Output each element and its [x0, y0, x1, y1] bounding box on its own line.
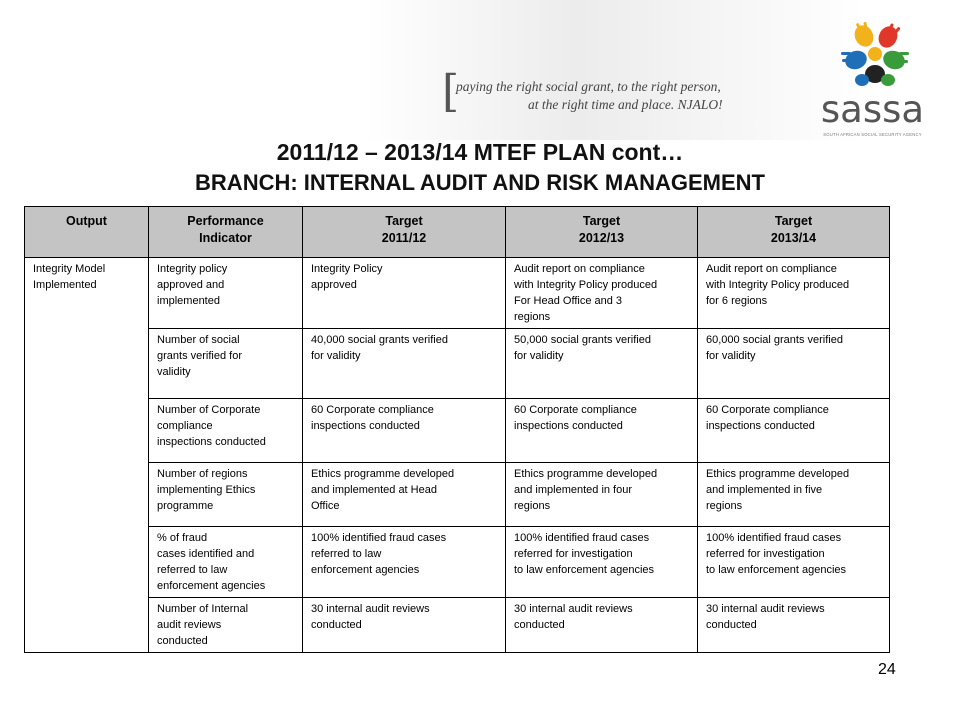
target-2013-14-cell: Ethics programme developed and implemented in five regions [698, 463, 890, 527]
target-2012-13-cell: 60 Corporate compliance inspections conducted [506, 399, 698, 463]
target-2013-14-cell: Audit report on compliance with Integrity Policy produced for 6 regions [698, 258, 890, 329]
sassa-logo [810, 22, 935, 137]
page-subtitle: BRANCH: INTERNAL AUDIT AND RISK MANAGEMENT [195, 170, 765, 195]
sassa-hands-icon [840, 22, 910, 92]
tagline [442, 66, 752, 120]
page-title: 2011/12 – 2013/14 MTEF PLAN cont… [276, 139, 684, 165]
target-2011-12-cell: 40,000 social grants verified for validity [303, 329, 506, 399]
column-header-target-2011-12: Target 2011/12 [303, 207, 506, 258]
target-2012-13-cell: 100% identified fraud cases referred for investigation to law enforcement agencies [506, 527, 698, 598]
column-header-performance-indicator: Performance Indicator [149, 207, 303, 258]
target-2012-13-cell: Audit report on compliance with Integrity Policy produced For Head Office and 3 regions [506, 258, 698, 329]
indicator-cell: Number of regions implementing Ethics programme [149, 463, 303, 527]
target-2011-12-cell: 100% identified fraud cases referred to law enforcement agencies [303, 527, 506, 598]
indicator-cell: Number of Corporate compliance inspections conducted [149, 399, 303, 463]
indicator-cell: Number of social grants verified for validity [149, 329, 303, 399]
table-row [25, 399, 890, 463]
indicator-cell: % of fraud cases identified and referred to law enforcement agencies [149, 527, 303, 598]
table-row [25, 527, 890, 598]
target-2012-13-cell: 30 internal audit reviews conducted [506, 598, 698, 653]
tagline-line-1: paying the right social grant, to the right person, [456, 79, 721, 94]
target-2011-12-cell: 30 internal audit reviews conducted [303, 598, 506, 653]
target-2011-12-cell: 60 Corporate compliance inspections conducted [303, 399, 506, 463]
target-2012-13-cell: 50,000 social grants verified for validity [506, 329, 698, 399]
page-number: 24 [878, 661, 896, 678]
column-header-target-2012-13: Target 2012/13 [506, 207, 698, 258]
indicator-cell: Number of Internal audit reviews conducted [149, 598, 303, 653]
column-header-target-2013-14: Target 2013/14 [698, 207, 890, 258]
sassa-agency-name: SOUTH AFRICAN SOCIAL SECURITY AGENCY [823, 132, 922, 137]
target-2013-14-cell: 60,000 social grants verified for validity [698, 329, 890, 399]
target-2013-14-cell: 30 internal audit reviews conducted [698, 598, 890, 653]
column-header-output: Output [25, 207, 149, 258]
table-row [25, 598, 890, 653]
table-header-row [25, 207, 890, 258]
output-cell: Integrity Model Implemented [25, 258, 149, 653]
indicator-cell: Integrity policy approved and implemented [149, 258, 303, 329]
target-2011-12-cell: Ethics programme developed and implemented at Head Office [303, 463, 506, 527]
target-2011-12-cell: Integrity Policy approved [303, 258, 506, 329]
mtef-plan-table [24, 206, 890, 653]
tagline-line-2: at the right time and place. NJALO! [528, 97, 723, 112]
tagline-bracket: [ [442, 66, 460, 117]
target-2012-13-cell: Ethics programme developed and implemented in four regions [506, 463, 698, 527]
target-2013-14-cell: 60 Corporate compliance inspections conducted [698, 399, 890, 463]
table-row [25, 258, 890, 329]
table-row [25, 463, 890, 527]
table-row [25, 329, 890, 399]
target-2013-14-cell: 100% identified fraud cases referred for investigation to law enforcement agencies [698, 527, 890, 598]
sassa-wordmark: sassa [820, 88, 925, 131]
